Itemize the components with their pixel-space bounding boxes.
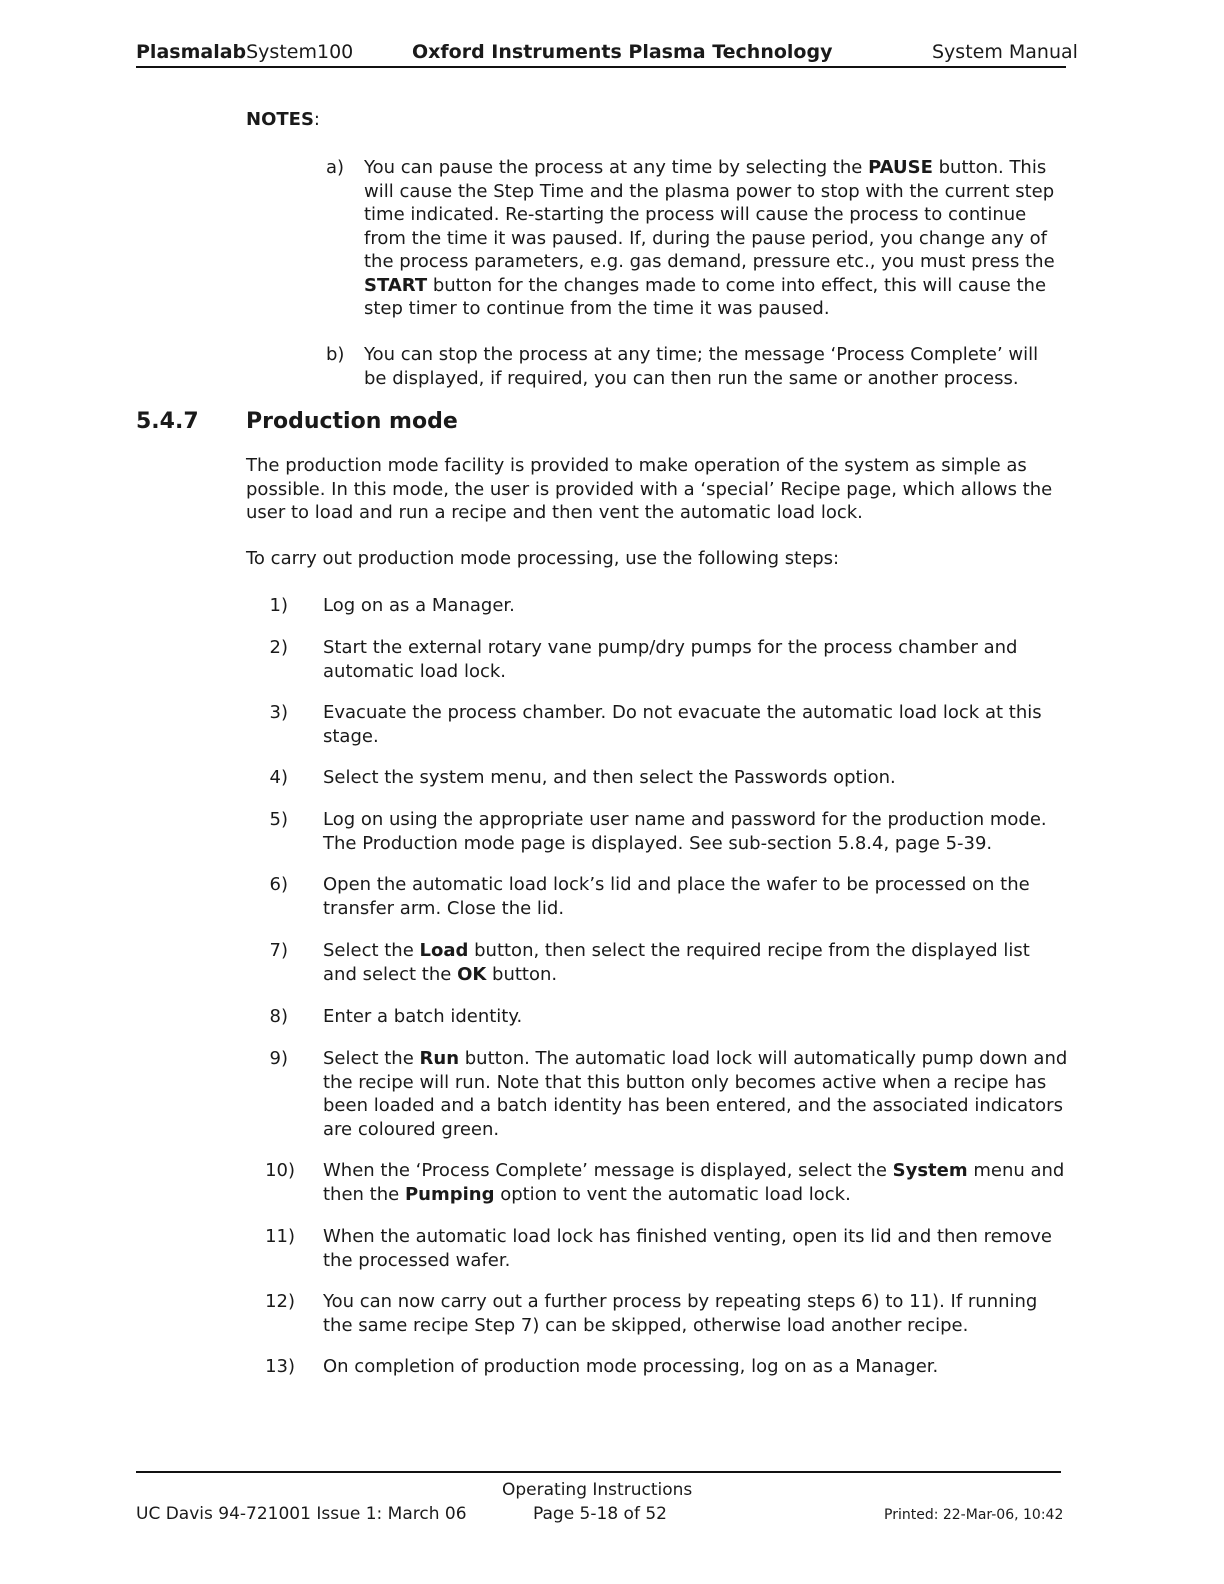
note-a-part: button. This will cause the Step Time and the plasma power to stop with the current step time indicated. Re-starting the process will cause the process to continue from the time it was paused. If, during the pause period, you change any of the process parameters, e.g. gas demand, pressure etc., you must press the (364, 157, 1055, 272)
step-text-part: Open the automatic load lock’s lid and place the wafer to be processed on the transfer arm. Close the lid. (323, 874, 1030, 919)
step-text-part: Evacuate the process chamber. Do not evacuate the automatic load lock at this stage. (323, 702, 1042, 747)
step-number: 4) (269, 767, 288, 788)
note-a-label: a) (326, 157, 345, 178)
step-text (323, 594, 1068, 618)
step-text (323, 1005, 1068, 1029)
step-number: 2) (269, 637, 288, 658)
step-ui-keyword: Load (419, 940, 469, 961)
step-ui-keyword: Pumping (404, 1183, 495, 1205)
footer-section-name: Operating Instructions (502, 1480, 693, 1500)
step-text-part: Select the (323, 1048, 420, 1069)
step-text-part: button, then select the required recipe from the displayed list and select the (323, 940, 1030, 985)
footer-printed-date: Printed: 22-Mar-06, 10:42 (884, 1507, 1064, 1523)
step-number: 7) (269, 940, 288, 961)
step-text-part: Log on using the appropriate user name and password for the production mode. The Production mode page is displayed. See sub-section 5.8.4, page 5-39. (323, 809, 1047, 854)
step-text-part: You can now carry out a further process by repeating steps 6) to 11). If running the same recipe Step 7) can be skipped, otherwise load another recipe. (323, 1291, 1038, 1336)
step-text-part: When the ‘Process Complete’ message is displayed, select the (323, 1160, 893, 1181)
notes-title (246, 108, 320, 132)
step-ui-keyword: OK (457, 963, 487, 985)
step-text-part: Start the external rotary vane pump/dry pumps for the process chamber and automatic load lock. (323, 637, 1018, 682)
step-text (323, 1047, 1068, 1141)
step-text-part: button. (486, 963, 558, 985)
step-text (323, 1355, 1068, 1379)
note-b-text: You can stop the process at any time; the message ‘Process Complete’ will be displayed, if required, you can then run the same or another process. (364, 344, 1039, 389)
footer-page-number: Page 5-18 of 52 (533, 1504, 667, 1524)
step-text-part: Log on as a Manager. (323, 595, 515, 616)
note-a-part: button for the changes made to come into effect, this will cause the step timer to continue from the time it was paused. (364, 274, 1047, 319)
step-text (323, 766, 1068, 790)
step-number: 11) (265, 1226, 295, 1247)
section-intro: The production mode facility is provided to make operation of the system as simple as possible. In this mode, the user is provided with a ‘special’ Recipe page, which allows the user to load and run a recipe and then vent the automatic load lock. (246, 455, 1053, 523)
step-number: 8) (269, 1006, 288, 1027)
step-number: 5) (269, 809, 288, 830)
note-a-start-keyword: START (364, 274, 428, 296)
section-number: 5.4.7 (136, 409, 199, 434)
step-text (323, 1159, 1068, 1206)
step-number: 13) (265, 1356, 295, 1377)
step-ui-keyword: Run (419, 1048, 460, 1069)
note-a-part: You can pause the process at any time by selecting the (364, 157, 869, 178)
header-company-text: Oxford Instruments Plasma Technology (412, 41, 833, 63)
section-lead: To carry out production mode processing, use the following steps: (246, 548, 840, 569)
step-text-part: Select the (323, 940, 420, 961)
header-product (136, 40, 353, 64)
footer-doc-ref: UC Davis 94-721001 Issue 1: March 06 (136, 1504, 467, 1524)
header-doc-type: System Manual (932, 41, 1078, 63)
header-product-bold: Plasmalab (136, 41, 247, 63)
step-text-part: Select the system menu, and then select the Passwords option. (323, 767, 896, 788)
step-number: 3) (269, 702, 288, 723)
step-text (323, 701, 1068, 748)
header-company (412, 40, 832, 64)
section-title: Production mode (246, 409, 458, 434)
step-number: 12) (265, 1291, 295, 1312)
step-number: 1) (269, 595, 288, 616)
step-text (323, 939, 1068, 986)
step-text (323, 873, 1068, 920)
note-a-text (364, 156, 1064, 321)
step-number: 10) (265, 1160, 295, 1181)
step-text-part: On completion of production mode processing, log on as a Manager. (323, 1356, 939, 1377)
step-text-part: menu and then the (323, 1160, 1065, 1205)
note-a-pause-keyword: PAUSE (868, 157, 933, 178)
step-text (323, 1290, 1068, 1337)
header-rule (136, 66, 1066, 68)
step-text-part: Enter a batch identity. (323, 1006, 523, 1027)
step-text (323, 1225, 1068, 1272)
notes-title-text: NOTES (246, 109, 314, 130)
step-number: 6) (269, 874, 288, 895)
step-text-part: option to vent the automatic load lock. (494, 1183, 851, 1205)
step-ui-keyword: System (892, 1160, 968, 1181)
step-text (323, 808, 1068, 855)
footer-rule (136, 1471, 1061, 1473)
note-b-label: b) (326, 344, 345, 365)
step-text (323, 636, 1068, 683)
step-text-part: When the automatic load lock has finished venting, open its lid and then remove the processed wafer. (323, 1226, 1052, 1271)
step-number: 9) (269, 1048, 288, 1069)
header-product-rest: System100 (246, 41, 354, 63)
step-text-part: button. The automatic load lock will automatically pump down and the recipe will run. Note that this button only becomes active when a recipe has been loaded and a batch identity has been entered, and the associated indicators are coloured green. (323, 1048, 1068, 1140)
notes-title-colon: : (313, 109, 320, 130)
